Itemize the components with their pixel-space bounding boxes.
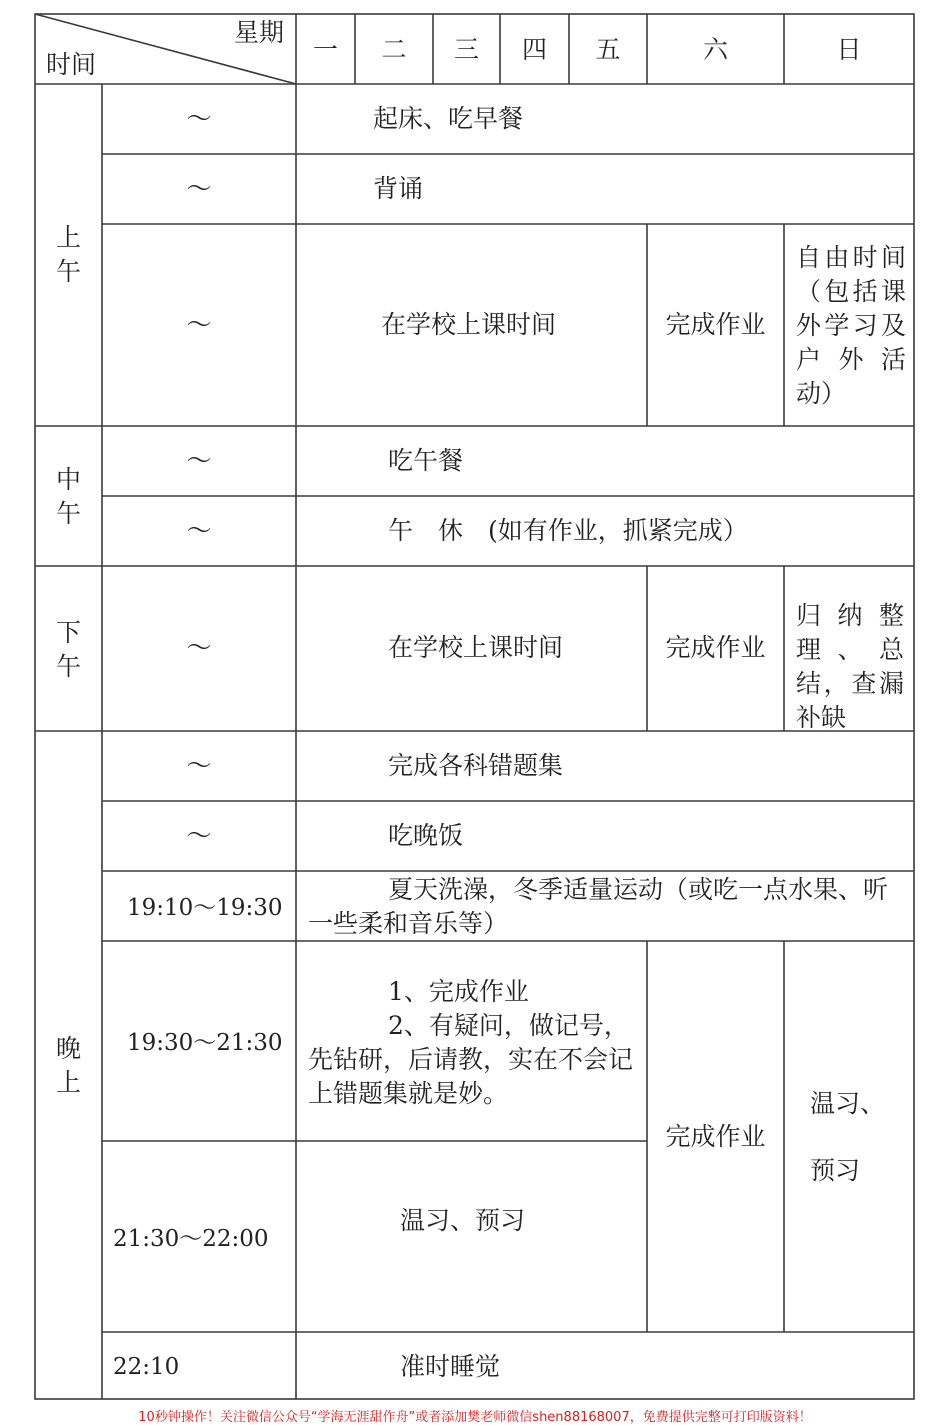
activity-recite: 背诵 <box>373 174 424 203</box>
activity-morning-class: 在学校上课时间 <box>381 310 557 339</box>
day-thu: 四 <box>521 35 547 64</box>
time-bath: 19:10～19:30 <box>127 895 283 921</box>
time-lunch: ～ <box>186 446 212 475</box>
activity-homework-2: 2、有疑问，做记号，先钻研，后请教，实在不会记上错题集就是妙。 <box>308 1011 634 1108</box>
period-morning: 上 午 <box>55 223 81 286</box>
period-noon: 中 午 <box>55 465 81 528</box>
activity-sat-afternoon: 完成作业 <box>665 633 766 662</box>
day-tue: 二 <box>381 35 407 64</box>
activity-dinner: 吃晚饭 <box>388 821 464 850</box>
activity-bath: 夏天洗澡，冬季适量运动（或吃一点水果、听一些柔和音乐等） <box>308 875 889 938</box>
day-sun: 日 <box>836 35 862 64</box>
activity-sun-evening-1: 温习、 <box>810 1089 886 1118</box>
activity-sun-afternoon: 归纳整理、总结，查漏补缺 <box>796 601 904 732</box>
time-wake: ～ <box>186 104 212 133</box>
activity-nap: 午 休 (如有作业，抓紧完成） <box>388 516 748 545</box>
period-afternoon: 下 午 <box>55 618 81 681</box>
period-evening: 晚 上 <box>55 1034 81 1097</box>
activity-wake: 起床、吃早餐 <box>373 104 524 133</box>
week-header-label: 星期 <box>234 18 285 47</box>
time-mistakes: ～ <box>186 751 212 780</box>
activity-sat-morning: 完成作业 <box>665 310 766 339</box>
activity-mistakes: 完成各科错题集 <box>388 751 564 780</box>
activity-review: 温习、预习 <box>400 1206 526 1235</box>
footer-note: 10秒钟操作！关注微信公众号“学海无涯甜作舟”或者添加樊老师微信shen88168007，免费提供完整可打印版资料！ <box>138 1410 812 1425</box>
time-sleep: 22:10 <box>113 1354 180 1380</box>
time-dinner: ～ <box>186 821 212 850</box>
activity-sun-morning: 自由时间（包括课外学习及户外活动） <box>796 243 906 408</box>
time-afternoon-class: ～ <box>186 633 212 662</box>
activity-sun-evening-2: 预习 <box>810 1156 861 1185</box>
activity-afternoon-class: 在学校上课时间 <box>388 633 564 662</box>
day-fri: 五 <box>595 35 621 64</box>
time-morning-class: ～ <box>186 310 212 339</box>
day-wed: 三 <box>453 35 479 64</box>
activity-sleep: 准时睡觉 <box>400 1352 501 1381</box>
time-review: 21:30～22:00 <box>113 1226 269 1252</box>
time-homework: 19:30～21:30 <box>127 1030 283 1056</box>
time-recite: ～ <box>186 174 212 203</box>
activity-sat-evening: 完成作业 <box>665 1122 766 1151</box>
time-nap: ～ <box>186 516 212 545</box>
day-mon: 一 <box>312 35 338 64</box>
activity-homework-1: 1、完成作业 <box>388 977 529 1006</box>
day-sat: 六 <box>702 35 728 64</box>
activity-lunch: 吃午餐 <box>388 446 464 475</box>
time-header-label: 时间 <box>46 50 97 79</box>
